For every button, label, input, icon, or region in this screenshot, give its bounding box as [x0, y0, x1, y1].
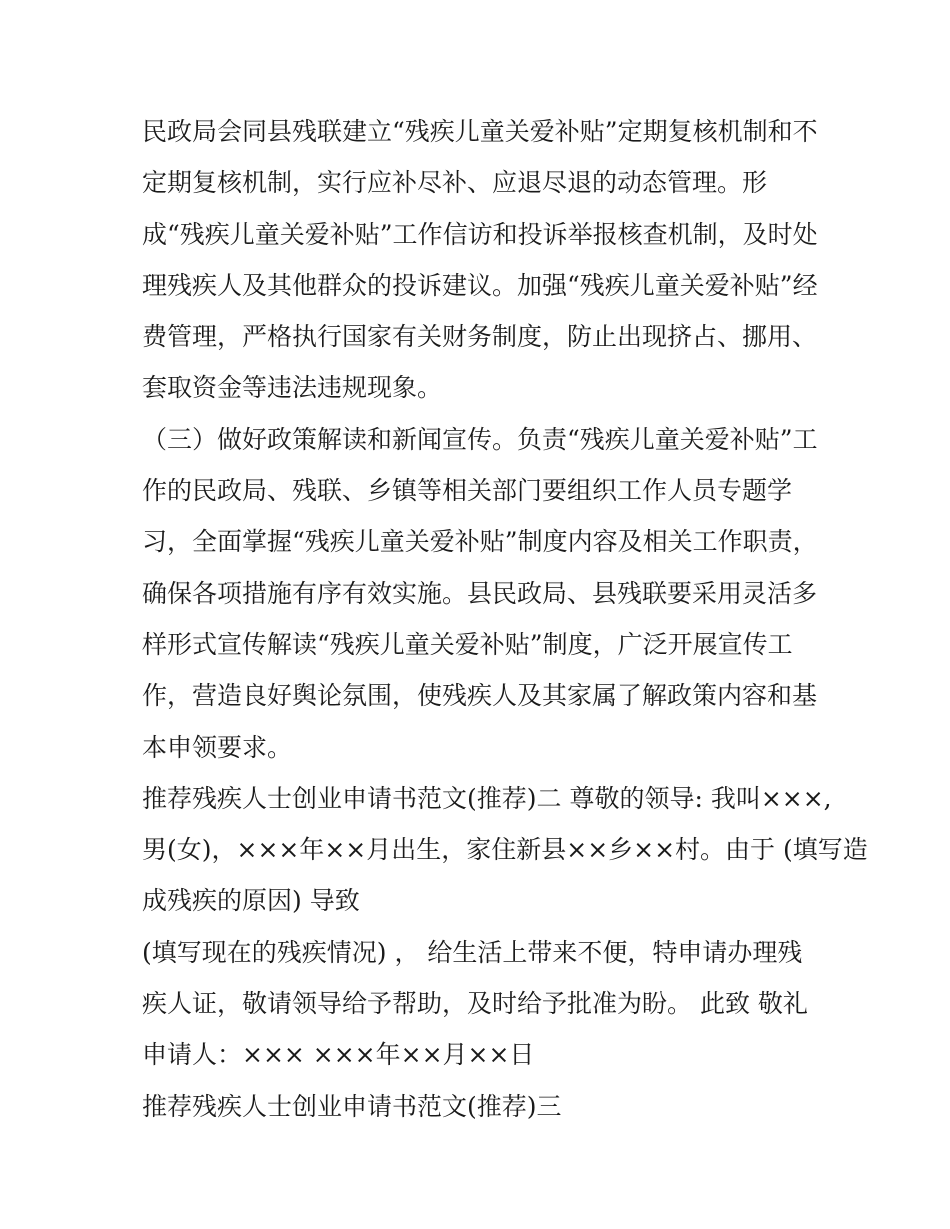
text-line: 成残疾的原因) 导致 — [142, 886, 360, 916]
text-line: 民政局会同县残联建立“残疾儿童关爱补贴”定期复核机制和不 — [142, 117, 818, 146]
section-heading-line: （三）做好政策解读和新闻宣传。负责“残疾儿童关爱补贴”工 — [142, 424, 818, 454]
text-line: 作的民政局、残联、乡镇等相关部门要组织工作人员专题学 — [142, 476, 793, 506]
title-line-two: 推荐残疾人士创业申请书范文(推荐)二 尊敬的领导: 我叫×××, — [142, 783, 832, 813]
text-line: 疾人证，敬请领导给予帮助，及时给予批准为盼。 此致 敬礼 — [142, 989, 808, 1019]
text-line: 本申领要求。 — [142, 732, 293, 762]
text-line: 定期复核机制，实行应补尽补、应退尽退的动态管理。形 — [142, 168, 768, 198]
text-line: 套取资金等违法违规现象。 — [142, 373, 443, 403]
text-line: (填写现在的残疾情况) ， 给生活上带来不便，特申请办理残 — [142, 937, 803, 967]
applicant-signature-line: 申请人：××× ×××年××月××日 — [142, 1040, 535, 1070]
document-body — [142, 106, 868, 1132]
text-line: 成“残疾儿童关爱补贴”工作信访和投诉举报核查机制，及时处 — [142, 219, 818, 249]
text-line: 男(女)，×××年××月出生，家住新县××乡××村。由于 (填写造 — [142, 835, 868, 865]
text-line: 习，全面掌握“残疾儿童关爱补贴”制度内容及相关工作职责， — [142, 527, 818, 557]
text-line: 确保各项措施有序有效实施。县民政局、县残联要采用灵活多 — [142, 578, 818, 608]
text-line: 费管理，严格执行国家有关财务制度，防止出现挤占、挪用、 — [142, 322, 818, 352]
text-line: 理残疾人及其他群众的投诉建议。加强“残疾儿童关爱补贴”经 — [142, 270, 818, 300]
text-line: 作，营造良好舆论氛围，使残疾人及其家属了解政策内容和基 — [142, 681, 818, 711]
title-line-three: 推荐残疾人士创业申请书范文(推荐)三 — [142, 1091, 562, 1121]
text-line: 样形式宣传解读“残疾儿童关爱补贴”制度，广泛开展宣传工 — [142, 629, 793, 659]
